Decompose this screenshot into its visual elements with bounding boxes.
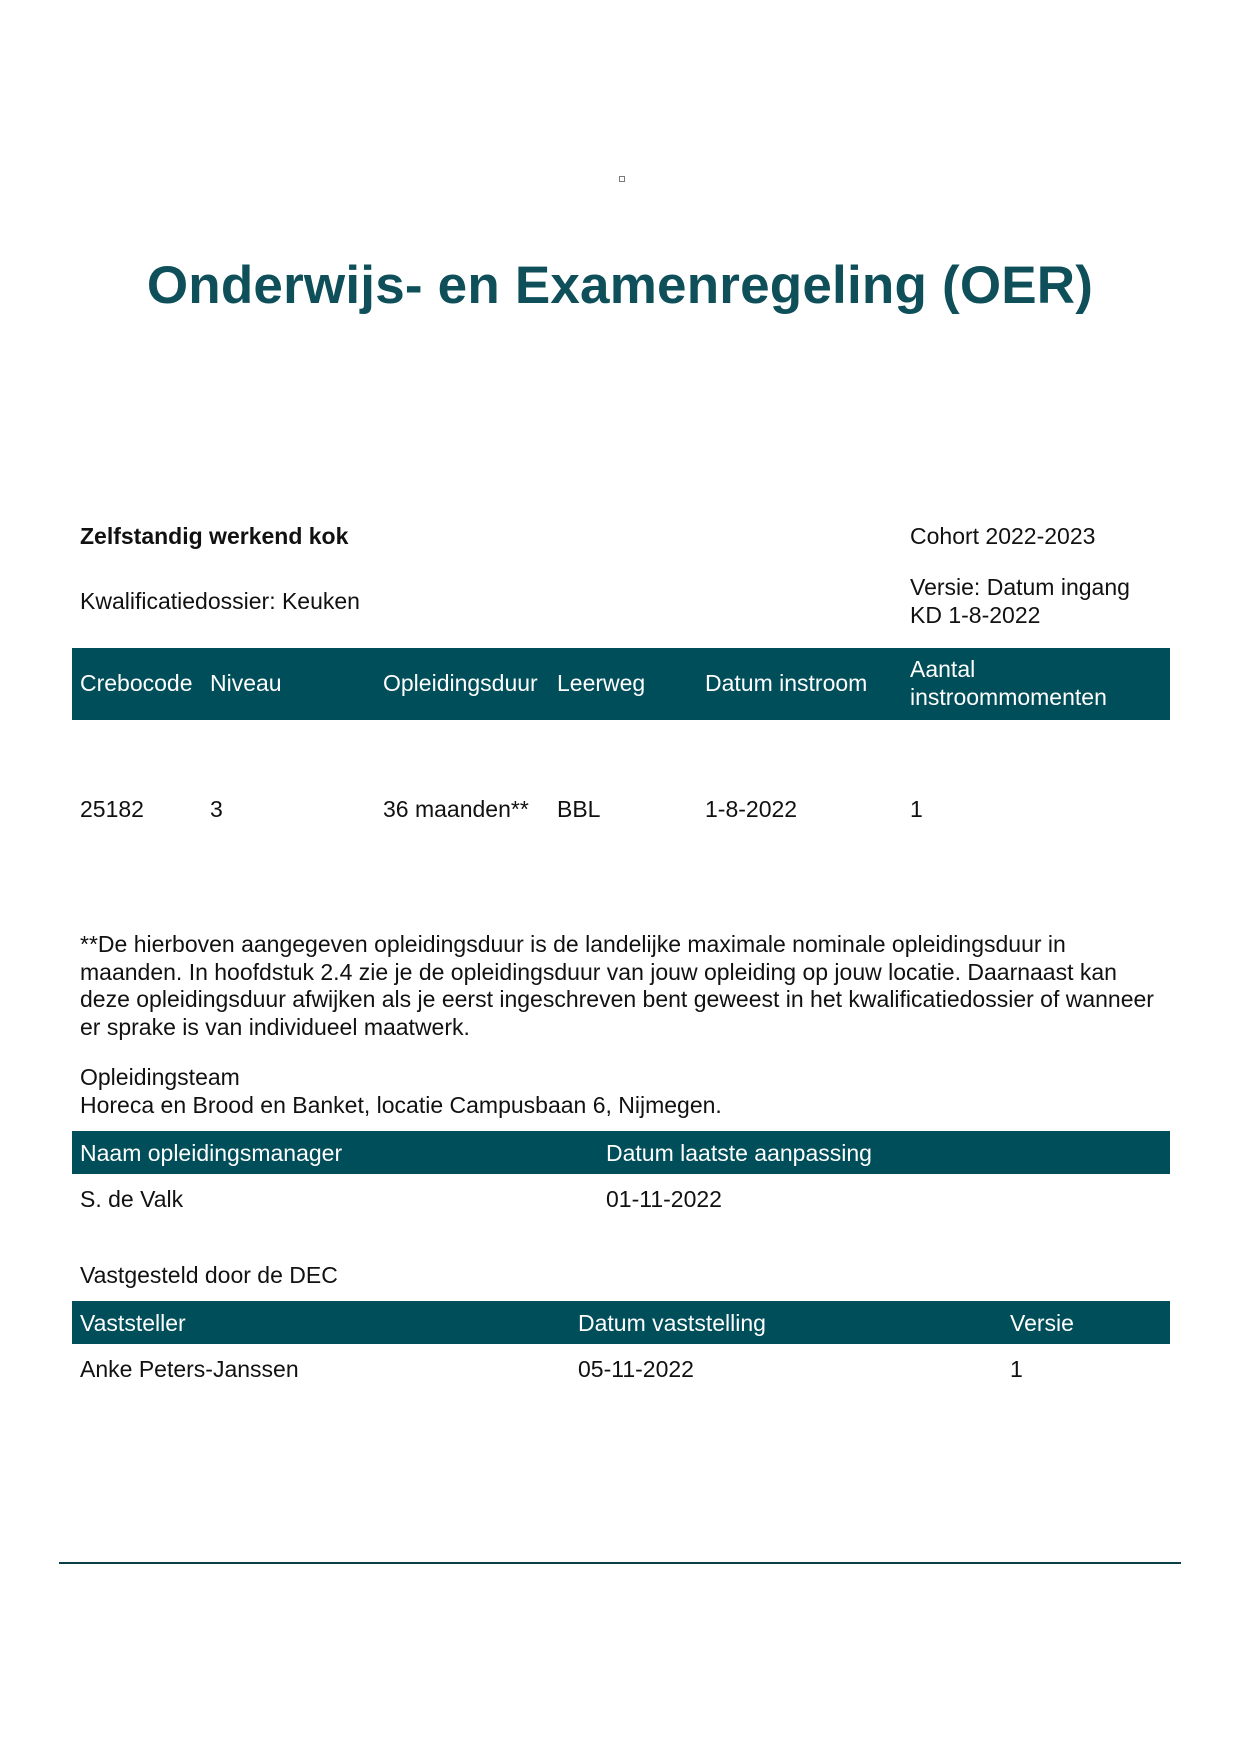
footnote-paragraph: **De hierboven aangegeven opleidingsduur is de landelijke maximale nominale opleidingsduur in maanden. In hoofdstuk 2.4 zie je de opleidingsduur van jouw opleiding op jouw locatie. Daarnaast kan deze opleidingsduur afwijken als je eerst ingeschreven bent geweest in het kwalificatiedossier of wanneer er sprake is van individueel maatwerk. [80, 931, 1154, 1040]
cell-datum-laatste-aanpassing: 01-11-2022 [606, 1186, 722, 1212]
opleidingsteam-value: Horeca en Brood en Banket, locatie Campusbaan 6, Nijmegen. [80, 1092, 722, 1118]
header-crebocode: Crebocode [80, 670, 193, 696]
header-datum-laatste-aanpassing: Datum laatste aanpassing [606, 1140, 872, 1166]
dec-label: Vastgesteld door de DEC [80, 1262, 338, 1288]
cohort: Cohort 2022-2023 [910, 523, 1096, 549]
cell-opleidingsmanager: S. de Valk [80, 1186, 184, 1212]
page-title: Onderwijs- en Examenregeling (OER) [146, 256, 1094, 315]
header-opleidingsduur: Opleidingsduur [383, 670, 538, 696]
header-niveau: Niveau [210, 670, 282, 696]
header-instroommomenten: instroommomenten [910, 684, 1107, 710]
cell-versie: 1 [1010, 1356, 1023, 1382]
table2-header [72, 1131, 1170, 1174]
cell-vaststeller: Anke Peters-Janssen [80, 1356, 299, 1382]
cell-aantal-instroommomenten: 1 [910, 796, 923, 822]
opleiding-naam: Zelfstandig werkend kok [80, 523, 349, 549]
cell-datum-vaststelling: 05-11-2022 [578, 1356, 694, 1382]
header-datum-vaststelling: Datum vaststelling [578, 1310, 766, 1336]
header-datum-instroom: Datum instroom [705, 670, 868, 696]
cell-niveau: 3 [210, 796, 223, 822]
versie-line-1: Versie: Datum ingang [910, 574, 1130, 600]
cell-datum-instroom: 1-8-2022 [705, 796, 798, 822]
opleidingsteam-label: Opleidingsteam [80, 1064, 240, 1090]
placeholder-mark [619, 176, 625, 182]
header-leerweg: Leerweg [557, 670, 646, 696]
header-vaststeller: Vaststeller [80, 1310, 186, 1336]
kwalificatiedossier: Kwalificatiedossier: Keuken [80, 588, 360, 614]
header-aantal: Aantal [910, 656, 976, 682]
table1-header [72, 648, 1170, 720]
table3-header [72, 1301, 1170, 1344]
header-versie: Versie [1010, 1310, 1074, 1336]
header-naam-opleidingsmanager: Naam opleidingsmanager [80, 1140, 343, 1166]
versie-line-2: KD 1-8-2022 [910, 602, 1041, 628]
cell-crebocode: 25182 [80, 796, 144, 822]
cell-leerweg: BBL [557, 796, 601, 822]
cell-opleidingsduur: 36 maanden** [383, 796, 529, 822]
footer-divider [59, 1562, 1181, 1564]
